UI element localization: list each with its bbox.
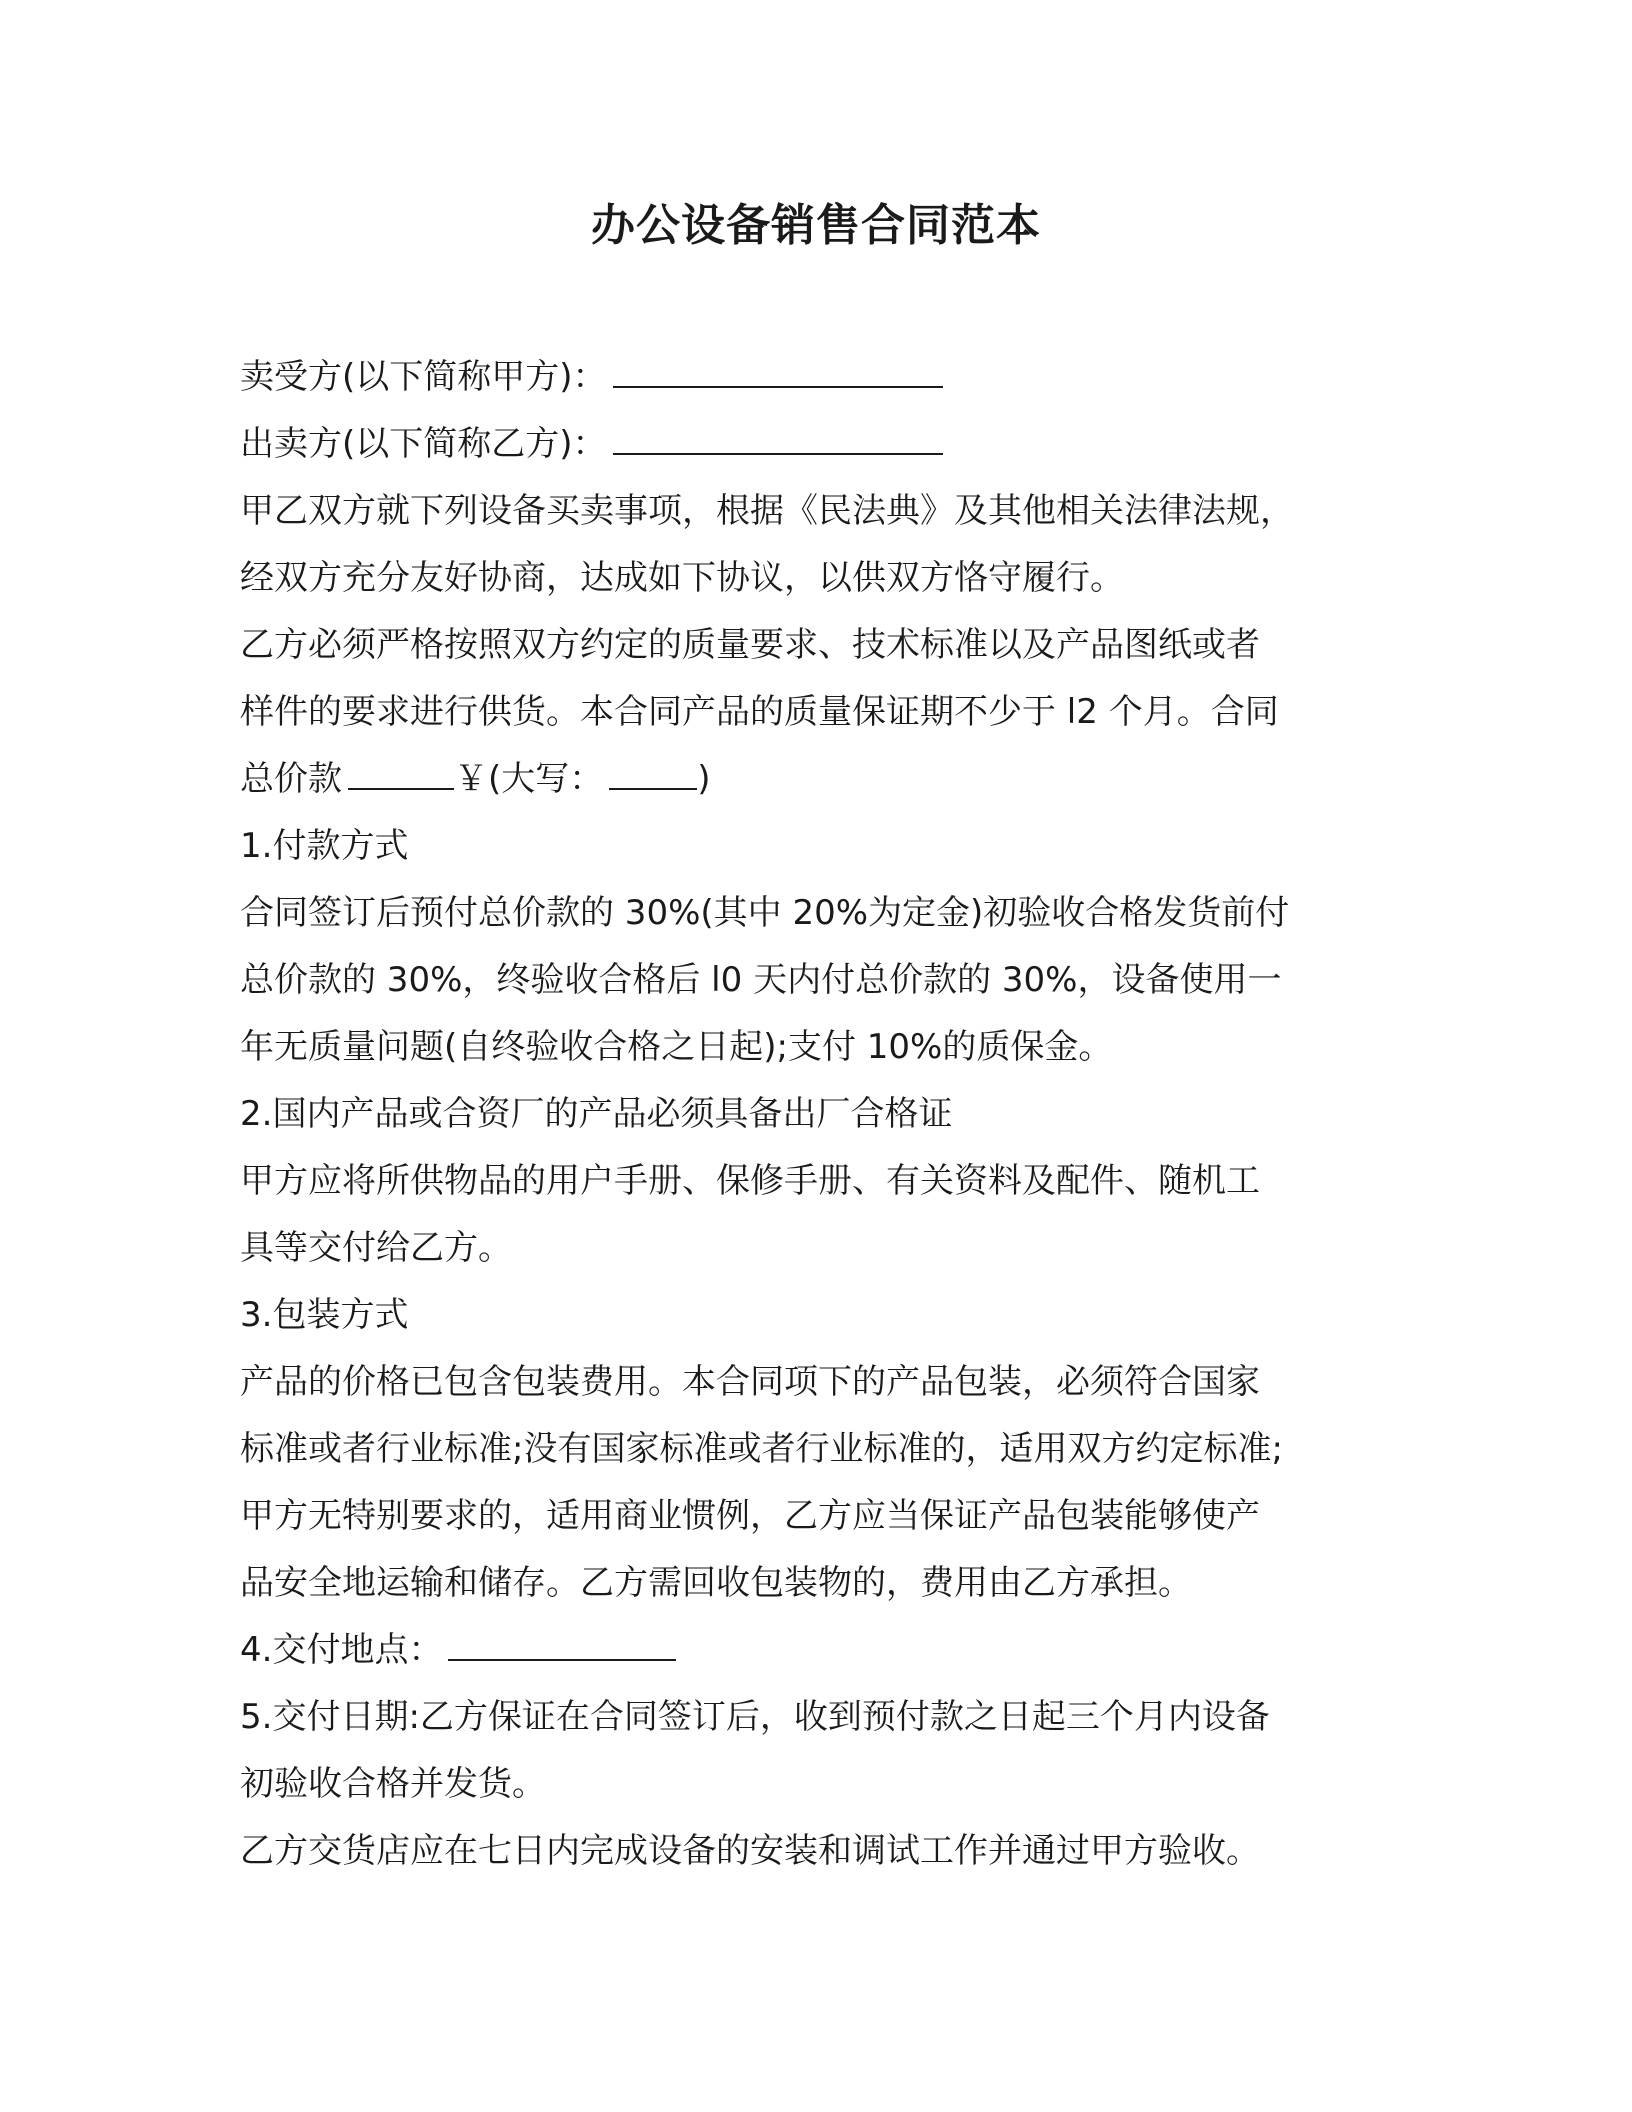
paragraph-line: 甲方应将所供物品的用户手册、保修手册、有关资料及配件、随机工 bbox=[240, 1161, 1260, 1201]
paragraph-line: 初验收合格并发货。 bbox=[240, 1764, 546, 1804]
paragraph-line: 乙方必须严格按照双方约定的质量要求、技术标准以及产品图纸或者 bbox=[240, 625, 1260, 665]
buyer-label: 卖受方(以下简称甲方)： bbox=[240, 357, 607, 397]
seller-blank[interactable] bbox=[613, 413, 943, 455]
total-price-line bbox=[240, 746, 1400, 813]
paragraph-line: 经双方充分友好协商，达成如下协议，以供双方恪守履行。 bbox=[240, 558, 1124, 598]
uppercase-close: ) bbox=[697, 759, 711, 799]
seller-label: 出卖方(以下简称乙方)： bbox=[240, 424, 607, 464]
section-heading: 3.包装方式 bbox=[240, 1295, 409, 1335]
paragraph-line: 年无质量问题(自终验收合格之日起);支付 10%的质保金。 bbox=[240, 1027, 1113, 1067]
uppercase-label: (大写： bbox=[488, 759, 604, 799]
buyer-blank[interactable] bbox=[613, 346, 943, 388]
document-body bbox=[240, 344, 1400, 1885]
paragraph-line: 样件的要求进行供货。本合同产品的质量保证期不少于 l2 个月。合同 bbox=[240, 692, 1279, 732]
paragraph-line: 合同签订后预付总价款的 30%(其中 20%为定金)初验收合格发货前付 bbox=[240, 893, 1290, 933]
section-heading: 1.付款方式 bbox=[240, 826, 409, 866]
total-price-label: 总价款 bbox=[240, 759, 342, 799]
paragraph-line: 品安全地运输和储存。乙方需回收包装物的，费用由乙方承担。 bbox=[240, 1563, 1192, 1603]
document-title: 办公设备销售合同范本 bbox=[591, 200, 1041, 251]
paragraph-line: 甲乙双方就下列设备买卖事项，根据《民法典》及其他相关法律法规， bbox=[240, 491, 1294, 531]
paragraph-line: 产品的价格已包含包装费用。本合同项下的产品包装，必须符合国家 bbox=[240, 1362, 1260, 1402]
section-heading: 2.国内产品或合资厂的产品必须具备出厂合格证 bbox=[240, 1094, 953, 1134]
paragraph-line: 总价款的 30%，终验收合格后 l0 天内付总价款的 30%，设备使用一 bbox=[240, 960, 1282, 1000]
paragraph-line: 乙方交货店应在七日内完成设备的安装和调试工作并通过甲方验收。 bbox=[240, 1831, 1260, 1871]
seller-line bbox=[240, 411, 1400, 478]
delivery-location-blank[interactable] bbox=[448, 1619, 676, 1661]
uppercase-blank[interactable] bbox=[609, 748, 697, 790]
delivery-location-label: 4.交付地点： bbox=[240, 1630, 443, 1670]
paragraph-line: 具等交付给乙方。 bbox=[240, 1228, 512, 1268]
delivery-location-line bbox=[240, 1617, 1400, 1684]
paragraph-line: 甲方无特别要求的，适用商业惯例，乙方应当保证产品包装能够使产 bbox=[240, 1496, 1260, 1536]
buyer-line bbox=[240, 344, 1400, 411]
paragraph-line: 标准或者行业标准;没有国家标准或者行业标准的，适用双方约定标准; bbox=[240, 1429, 1283, 1469]
currency-symbol: ￥ bbox=[454, 759, 488, 799]
section-heading: 5.交付日期:乙方保证在合同签订后，收到预付款之日起三个月内设备 bbox=[240, 1697, 1270, 1737]
total-price-blank[interactable] bbox=[348, 748, 454, 790]
